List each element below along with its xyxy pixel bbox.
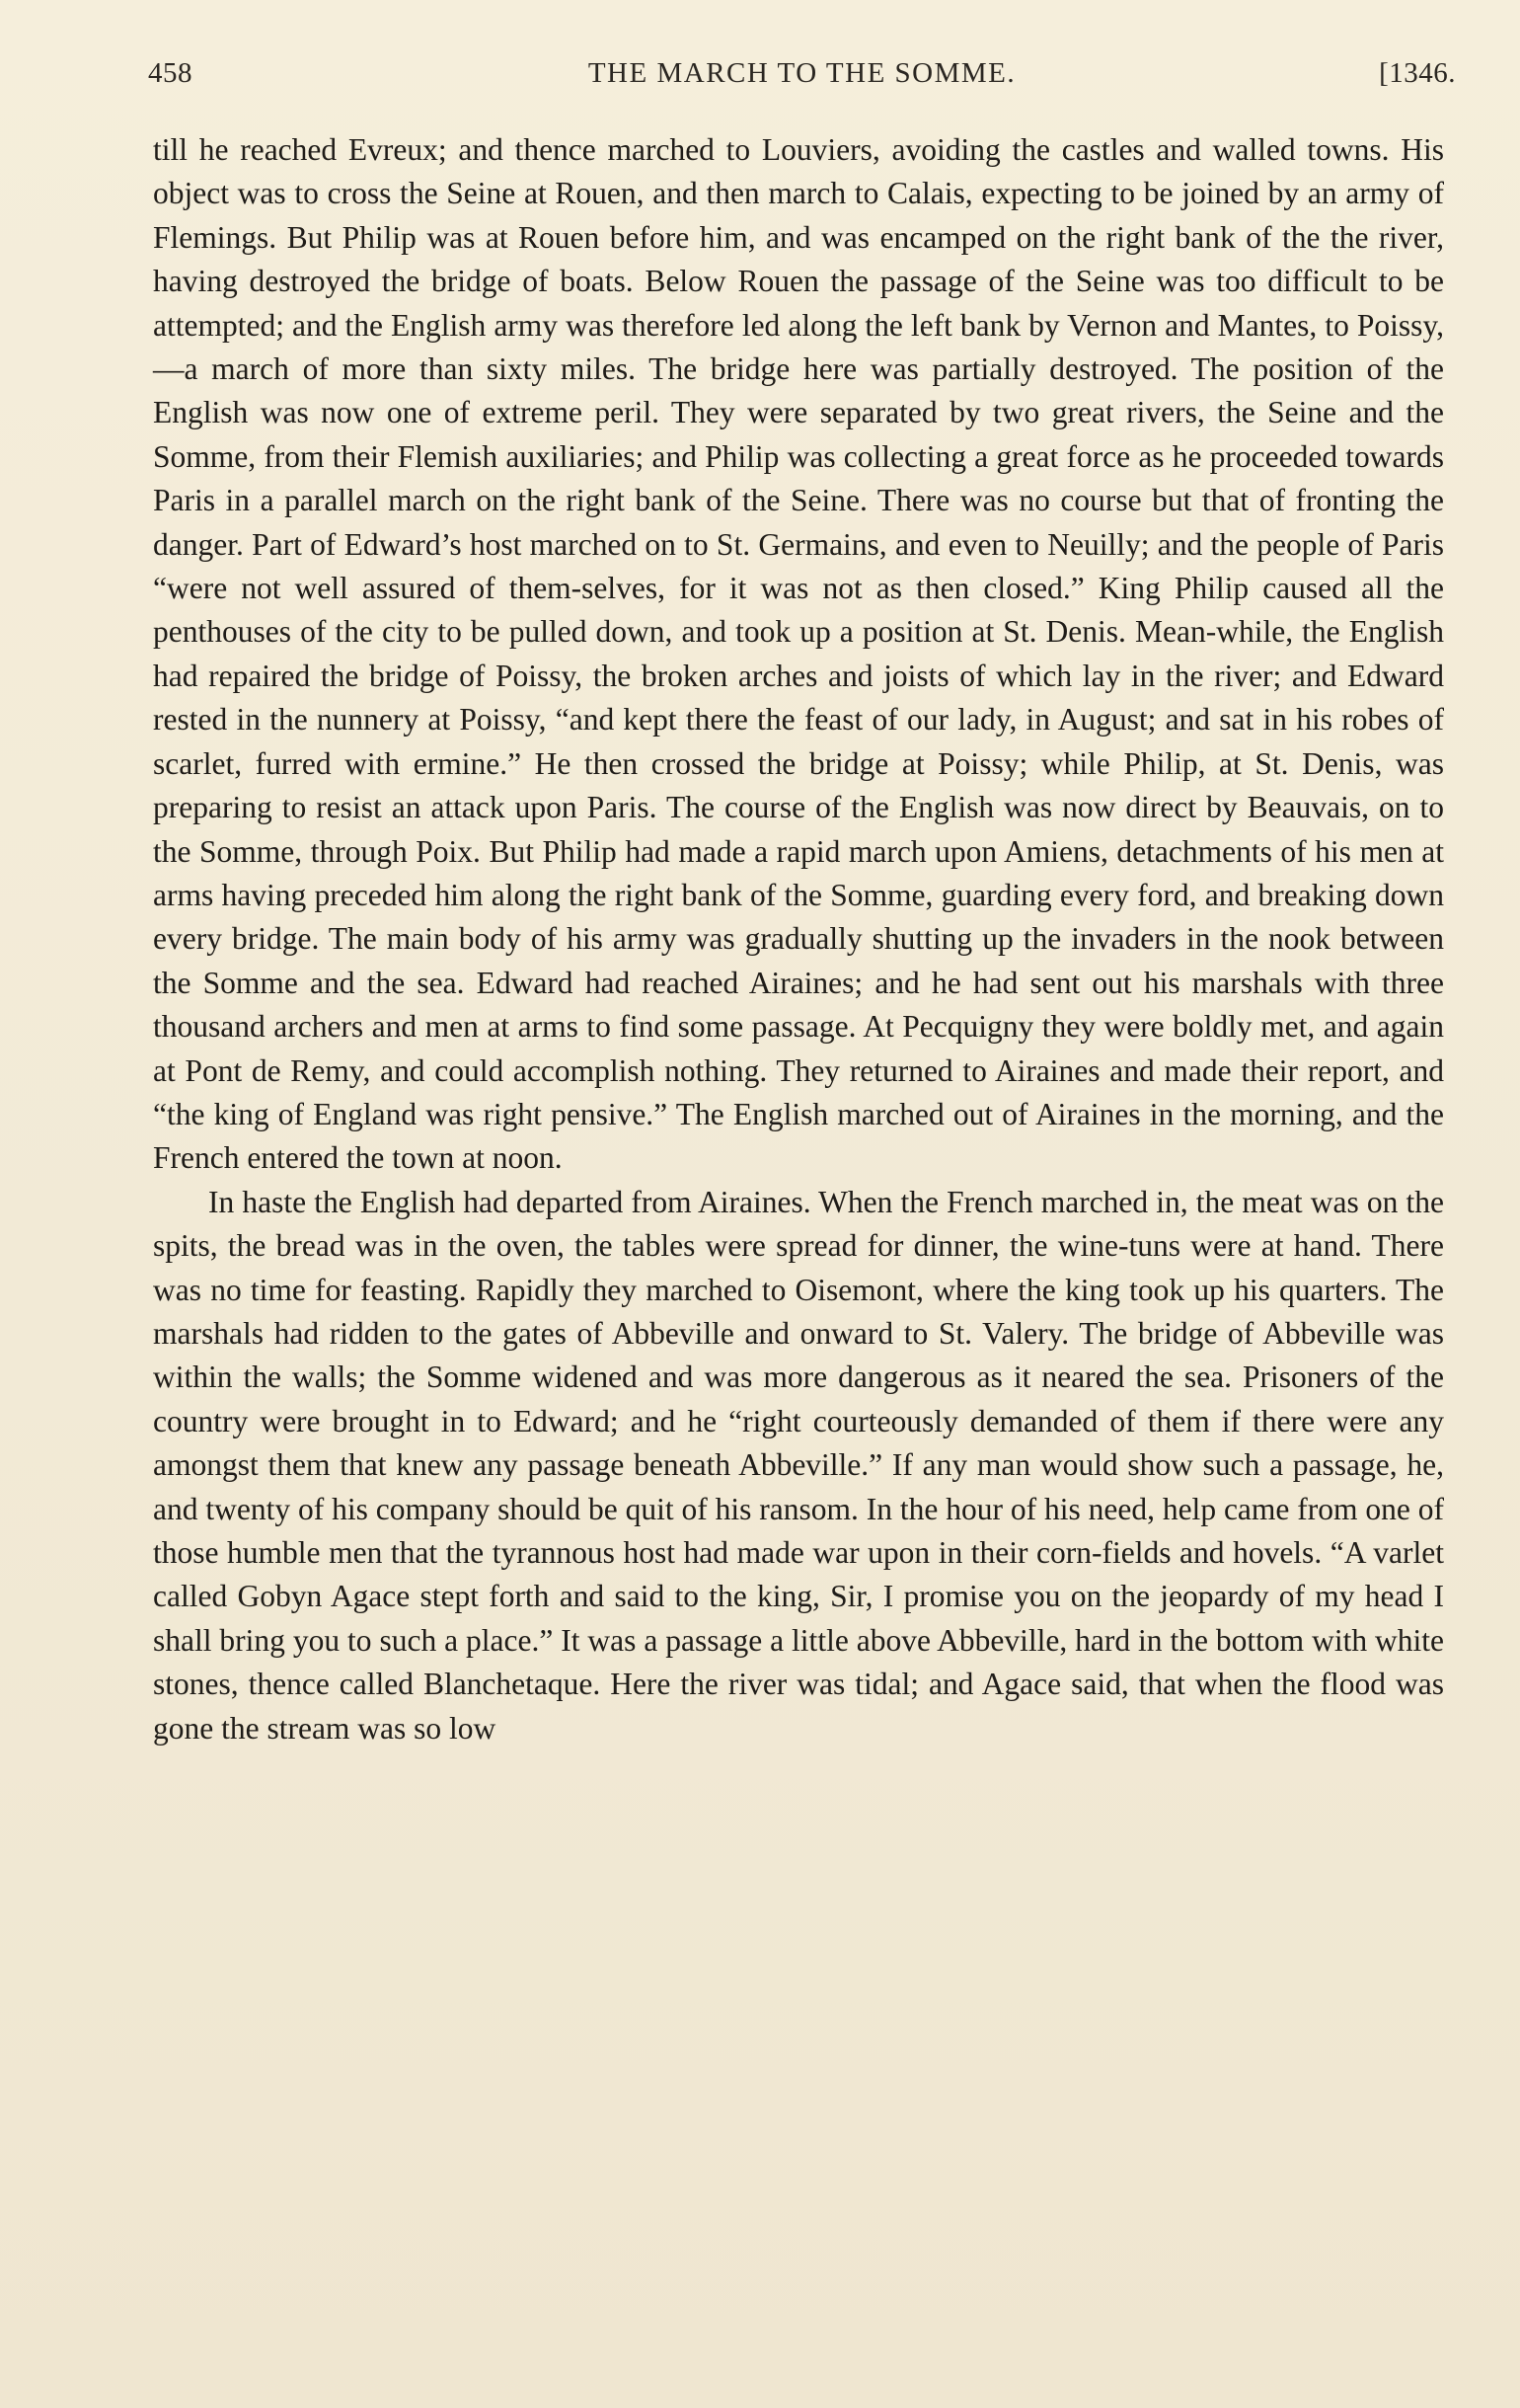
running-year: [1346. (1379, 57, 1456, 89)
page-number: 458 (148, 57, 192, 89)
running-head (148, 57, 1456, 105)
paragraph-1: till he reached Evreux; and thence marched to Louviers, avoiding the castles and walled towns. His object was to cross the Seine at Rouen, and then march to Calais, expecting to be joined by an army of Flemings. But Philip was at Rouen before him, and was encamped on the right bank of the the river, having destroyed the bridge of boats. Below Rouen the passage of the Seine was too difficult to be attempted; and the English army was therefore led along the left bank by Vernon and Mantes, to Poissy,—a march of more than sixty miles. The bridge here was partially destroyed. The position of the English was now one of extreme peril. They were separated by two great rivers, the Seine and the Somme, from their Flemish auxiliaries; and Philip was collecting a great force as he proceeded towards Paris in a parallel march on the right bank of the Seine. There was no course but that of fronting the danger. Part of Edward’s host marched on to St. Germains, and even to Neuilly; and the people of Paris “were not well assured of them-selves, for it was not as then closed.” King Philip caused all the penthouses of the city to be pulled down, and took up a position at St. Denis. Mean-while, the English had repaired the bridge of Poissy, the broken arches and joists of which lay in the river; and Edward rested in the nunnery at Poissy, “and kept there the feast of our lady, in August; and sat in his robes of scarlet, furred with ermine.” He then crossed the bridge at Poissy; while Philip, at St. Denis, was preparing to resist an attack upon Paris. The course of the English was now direct by Beauvais, on to the Somme, through Poix. But Philip had made a rapid march upon Amiens, detachments of his men at arms having preceded him along the right bank of the Somme, guarding every ford, and breaking down every bridge. The main body of his army was gradually shutting up the invaders in the nook between the Somme and the sea. Edward had reached Airaines; and he had sent out his marshals with three thousand archers and men at arms to find some passage. At Pecquigny they were boldly met, and again at Pont de Remy, and could accomplish nothing. They returned to Airaines and made their report, and “the king of England was right pensive.” The English marched out of Airaines in the morning, and the French entered the town at noon. (153, 132, 1444, 1176)
paragraph-2: In haste the English had departed from Airaines. When the French marched in, the meat was on the spits, the bread was in the oven, the tables were spread for dinner, the wine-tuns were at hand. There was no time for feasting. Rapidly they marched to Oisemont, where the king took up his quarters. The marshals had ridden to the gates of Abbeville and onward to St. Valery. The bridge of Abbeville was within the walls; the Somme widened and was more dangerous as it neared the sea. Prisoners of the country were brought in to Edward; and he “right courteously demanded of them if there were any amongst them that knew any passage beneath Abbeville.” If any man would show such a passage, he, and twenty of his company should be quit of his ransom. In the hour of his need, help came from one of those humble men that the tyrannous host had made war upon in their corn-fields and hovels. “A varlet called Gobyn Agace stept forth and said to the king, Sir, I promise you on the jeopardy of my head I shall bring you to such a place.” It was a passage a little above Abbeville, hard in the bottom with white stones, thence called Blanchetaque. Here the river was tidal; and Agace said, that when the flood was gone the stream was so low (153, 1184, 1444, 1746)
body-text (153, 128, 1444, 1750)
running-title: THE MARCH TO THE SOMME. (587, 57, 1017, 89)
